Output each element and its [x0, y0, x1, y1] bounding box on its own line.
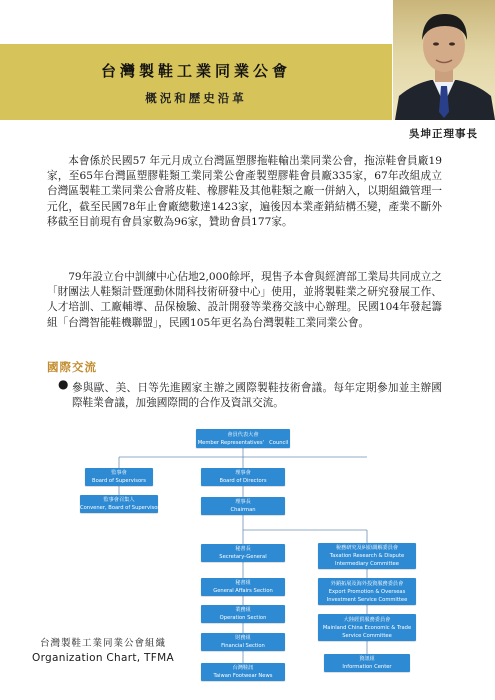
org-box-directors: 理事會 Board of Directors	[201, 468, 285, 486]
page-subtitle: 概況和歷史沿革	[145, 91, 247, 105]
org-box-information-center: 資訊組 Information Center	[324, 654, 410, 672]
international-bullet-text: 參與歐、美、日等先進國家主辦之國際製鞋技術會議。每年定期參加並主辦國際鞋業會議，加強國際間的合作及資訊交流。	[72, 382, 442, 410]
portrait-caption: 吳坤正理事長	[409, 128, 478, 140]
org-box-mainland-committee: 大陸經貿服務委員會 Mainland China Economic & Trade Service Committee	[318, 614, 416, 641]
history-paragraph-2: 79年設立台中訓練中心佔地2,000餘坪，現售予本會與經濟部工業局共同成立之「財團法人鞋類計暨運動休閒科技術研發中心」使用，並將製鞋業之研究發展工作、人才培訓、工廠輔導、品保檢驗、設計開發等業務交該中心辦理。民國104年發起籌組「台灣智能鞋機聯盟」，民國105年更名為台灣製鞋工業同業公會。	[47, 271, 442, 329]
org-box-export-committee: 外銷拓展及海外投資服務委員會 Export Promotion & Overseas Investment Service Committee	[318, 578, 416, 605]
org-box-council: 會員代表大會 Member Representatives' Council	[196, 429, 290, 448]
org-box-footwear-news: 台灣鞋訊 Taiwan Footwear News	[201, 663, 285, 681]
org-box-chairman: 理事長 Chairman	[201, 497, 285, 515]
bullet-icon: ●	[58, 377, 69, 391]
org-box-operation: 業務組 Operation Section	[201, 605, 285, 623]
section-heading-international: 國際交流	[47, 360, 97, 374]
org-box-general-affairs: 秘書組 General Affairs Section	[201, 578, 285, 596]
org-box-financial: 財務組 Financial Section	[201, 633, 285, 651]
org-chart-caption-cn: 台灣製鞋工業同業公會組織	[39, 638, 166, 649]
org-box-taxation-committee: 稅務研究及糾紛調解委員會 Taxation Research & Dispute Intermediary Committee	[318, 543, 416, 569]
page-title: 台灣製鞋工業同業公會	[100, 62, 291, 80]
org-box-secretary-general: 秘書長 Secretary-General	[201, 544, 285, 562]
org-chart-caption-en: Organization Chart, TFMA	[32, 652, 174, 664]
history-paragraph-1: 本會係於民國57 年元月成立台灣區塑膠拖鞋輸出業同業公會，拖涼鞋會員廠19家，至65年台灣區塑膠鞋類工業同業公會產製塑膠鞋會員廠335家，67年改組成立台灣區製鞋工業同業公會將皮鞋、橡膠鞋及其他鞋類之廠一併納入，以期組織管理一元化，截至民國78年止會廠總數達1423家，遍後因本業產銷結構丕變，產業不斷外移截至目前現有會員家數為96家，贊助會員177家。	[47, 155, 442, 228]
org-box-convener: 監事會召集人 Convener, Board of Supervisors	[80, 497, 163, 511]
org-box-supervisors: 監事會 Board of Supervisors	[85, 468, 153, 486]
